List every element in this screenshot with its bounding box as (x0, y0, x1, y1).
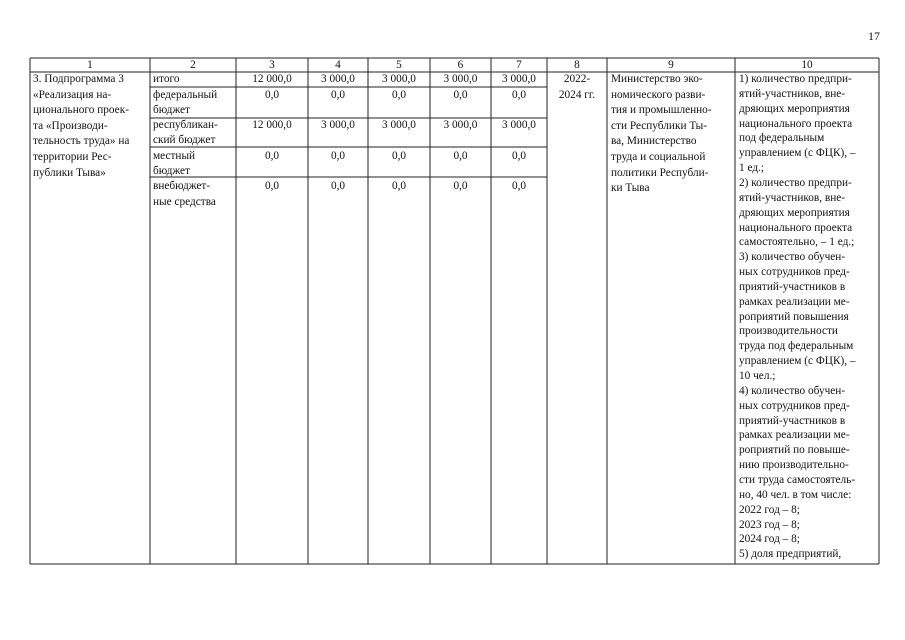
executor-line: тия и промышленно- (611, 104, 712, 117)
subprogram-title-line: 3. Подпрограмма 3 (33, 73, 124, 85)
header-col-1: 1 (87, 59, 93, 71)
amount-cell: 3 000,0 (382, 73, 416, 85)
header-col-10: 10 (801, 59, 813, 71)
indicator-line: 3) количество обучен- (739, 251, 846, 264)
header-col-6: 6 (457, 59, 464, 71)
amount-cell: 12 000,0 (252, 73, 292, 85)
header-col-8: 8 (574, 59, 580, 71)
indicator-line: приятий-участников в (739, 414, 846, 427)
amount-cell: 0,0 (391, 89, 407, 101)
source-total: итого (153, 73, 180, 85)
source-extrabudget: ные средства (153, 196, 216, 208)
header-col-2: 2 (190, 59, 196, 71)
subprogram-title-line: публики Тыва» (33, 166, 106, 179)
indicator-line: под федеральным (739, 132, 825, 145)
indicator-line: приятий-участников в (739, 280, 846, 293)
indicator-line: ятий-участников, вне- (739, 87, 846, 100)
page-number: 17 (868, 29, 880, 43)
indicator-line: 1 ед.; (739, 162, 765, 175)
indicator-line: труда под федеральным (739, 340, 854, 353)
amount-cell: 0,0 (511, 180, 527, 192)
period: 2022- (563, 73, 591, 85)
executor-line: ва, Министерство (611, 135, 697, 148)
amount-cell: 0,0 (264, 180, 280, 192)
amount-cell: 0,0 (330, 89, 346, 101)
executor-line: сти Республики Ты- (611, 119, 708, 132)
amount-cell: 3 000,0 (443, 73, 478, 85)
header-col-3: 3 (269, 59, 275, 71)
amount-cell: 0,0 (264, 89, 280, 101)
indicator-line: дряющих мероприятия (739, 102, 850, 115)
source-republic: ский бюджет (153, 134, 216, 146)
amount-cell: 3 000,0 (502, 73, 536, 85)
indicator-line: ных сотрудников пред- (739, 399, 850, 412)
amount-cell: 0,0 (511, 89, 527, 101)
subprogram-title-line: тельность труда» на (33, 135, 130, 148)
indicator-line: производительности (739, 325, 838, 338)
executor-line: Министерство эко- (611, 73, 703, 85)
indicator-line: сти труда самостоятель- (739, 473, 856, 486)
source-local: местный (153, 150, 196, 162)
indicator-line: самостоятельно, – 1 ед.; (739, 236, 855, 249)
amount-cell: 3 000,0 (502, 119, 536, 131)
indicator-line: ятий-участников, вне- (739, 191, 846, 204)
source-extrabudget: внебюджет- (153, 180, 211, 192)
header-col-4: 4 (335, 59, 341, 71)
executor-line: труда и социальной (611, 151, 706, 163)
indicator-line: 10 чел.; (739, 370, 776, 382)
indicator-line: рамках реализации ме- (739, 429, 850, 442)
indicator-line: но, 40 чел. в том числе: (739, 488, 852, 501)
amount-cell: 12 000,0 (252, 119, 292, 131)
amount-cell: 0,0 (264, 150, 280, 162)
indicator-line: 5) доля предприятий, (739, 548, 842, 561)
indicator-line: дряющих мероприятия (739, 206, 850, 219)
period: 2024 гг. (558, 88, 596, 101)
subprogram-title-line: ционального проек- (33, 104, 129, 117)
amount-cell: 3 000,0 (443, 119, 478, 131)
source-local: бюджет (153, 165, 190, 177)
subprogram-title-line: территории Рес- (33, 151, 112, 163)
source-federal: федеральный (153, 89, 218, 101)
amount-cell: 3 000,0 (382, 119, 416, 131)
indicator-line: ных сотрудников пред- (739, 266, 850, 278)
indicator-line: роприятий повышения (739, 310, 849, 323)
indicator-line: управлением (с ФЦК), – (739, 147, 856, 160)
indicator-line: 2022 год – 8; (739, 503, 800, 516)
amount-cell: 0,0 (453, 89, 468, 101)
amount-cell: 3 000,0 (321, 119, 355, 131)
indicator-line: роприятий по повыше- (739, 444, 850, 457)
indicator-line: 4) количество обучен- (739, 384, 846, 397)
indicator-line: национального проекта (739, 117, 853, 130)
indicator-line: 2) количество предпри- (739, 176, 852, 189)
indicator-line: рамках реализации ме- (739, 295, 850, 308)
amount-cell: 0,0 (330, 180, 346, 192)
source-republic: республикан- (153, 119, 218, 131)
executor-line: номического разви- (611, 88, 706, 101)
indicator-line: 1) количество предпри- (739, 73, 852, 85)
header-col-7: 7 (516, 59, 522, 71)
amount-cell: 3 000,0 (321, 73, 355, 85)
executor-line: ки Тыва (611, 182, 650, 195)
amount-cell: 0,0 (453, 180, 468, 192)
indicator-line: управлением (с ФЦК), – (739, 355, 856, 368)
subprogram-title-line: та «Производи- (33, 119, 108, 132)
executor-line: политики Республи- (611, 166, 709, 179)
header-col-5: 5 (396, 59, 402, 71)
subprogram-title-line: «Реализация на- (33, 88, 112, 101)
indicator-line: 2023 год – 8; (739, 518, 800, 531)
header-col-9: 9 (668, 59, 674, 71)
amount-cell: 0,0 (391, 180, 407, 192)
indicator-line: национального проекта (739, 221, 853, 234)
amount-cell: 0,0 (453, 150, 468, 162)
amount-cell: 0,0 (511, 150, 527, 162)
source-federal: бюджет (153, 104, 190, 116)
indicator-line: 2024 год – 8; (739, 533, 800, 546)
amount-cell: 0,0 (391, 150, 407, 162)
indicator-line: нию производительно- (739, 459, 849, 472)
amount-cell: 0,0 (330, 150, 346, 162)
